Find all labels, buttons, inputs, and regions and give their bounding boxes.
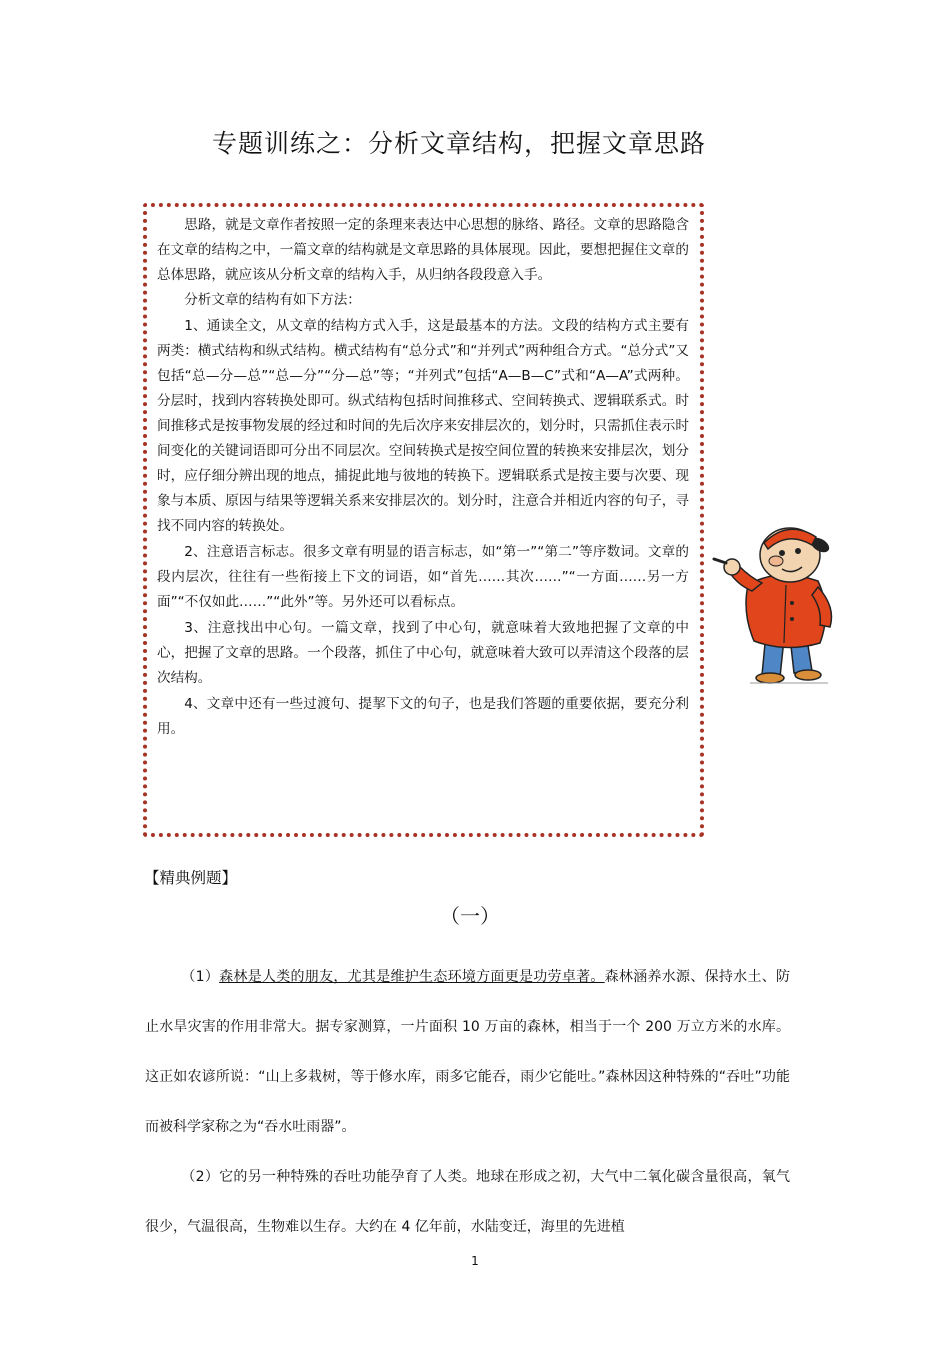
document-title: 专题训练之：分析文章结构，把握文章思路 [211, 129, 706, 158]
passage-paragraph-1 [145, 952, 790, 1152]
paragraph-label: （1） [181, 969, 220, 985]
page-number: 1 [471, 1254, 479, 1268]
method-2: 2、注意语言标志。很多文章有明显的语言标志，如“第一”“第二”等序数词。文章的段内层次，往往有一些衔接上下文的词语，如“首先……其次……”“一方面……另一方面”“不仅如此……”“此外”等。另外还可以看标点。 [157, 544, 689, 610]
cartoon-pointing-character [708, 515, 868, 685]
example-passage [145, 952, 790, 1252]
passage-paragraph-2: （2）它的另一种特殊的吞吐功能孕育了人类。地球在形成之初，大气中二氧化碳含量很高，氧气很少，气温很高，生物难以生存。大约在 4 亿年前，水陆变迁，海里的先进植 [145, 1169, 790, 1235]
section-number: （一） [440, 904, 500, 928]
method-1: 1、通读全文，从文章的结构方式入手，这是最基本的方法。文段的结构方式主要有两类：横式结构和纵式结构。横式结构有“总分式”和“并列式”两种组合方式。“总分式”又包括“总—分—总”“总—分”“分—总”等；“并列式”包括“A—B—C”式和“A—A”式两种。分层时，找到内容转换处即可。纵式结构包括时间推移式、空间转换式、逻辑联系式。时间推移式是按事物发展的经过和时间的先后次序来安排层次的，划分时，只需抓住表示时间变化的关键词语即可分出不同层次。空间转换式是按空间位置的转换来安排层次，划分时，应仔细分辨出现的地点，捕捉此地与彼地的转换下。逻辑联系式是按主要与次要、现象与本质、原因与结果等逻辑关系来安排层次的。划分时，注意合并相近内容的句子，寻找不同内容的转换处。 [157, 318, 689, 534]
paragraph-1-rest: 森林涵养水源、保持水土、防止水旱灾害的作用非常大。据专家测算，一片面积 10 万亩的森林，相当于一个 200 万立方米的水库。这正如农谚所说：“山上多栽树，等于修水库，雨多它能吞，雨少它能吐。”森林因这种特殊的“吞吐”功能而被科学家称之为“吞水吐雨器”。 [145, 969, 790, 1135]
method-box-text [157, 213, 689, 742]
intro-paragraph: 思路，就是文章作者按照一定的条理来表达中心思想的脉络、路径。文章的思路隐含在文章的结构之中，一篇文章的结构就是文章思路的具体展现。因此，要想把握住文章的总体思路，就应该从分析文章的结构入手，从归纳各段段意入手。 [157, 217, 689, 283]
method-4: 4、文章中还有一些过渡句、提挈下文的句子，也是我们答题的重要依据，要充分利用。 [157, 696, 689, 737]
methods-intro: 分析文章的结构有如下方法： [184, 292, 361, 308]
method-3: 3、注意找出中心句。一篇文章，找到了中心句，就意味着大致地把握了文章的中心，把握了文章的思路。一个段落，抓住了中心句，就意味着大致可以弄清这个段落的层次结构。 [157, 620, 689, 686]
section-heading: 【精典例题】 [144, 869, 238, 887]
underlined-sentence: 森林是人类的朋友，尤其是维护生态环境方面更是功劳卓著。 [219, 969, 605, 985]
